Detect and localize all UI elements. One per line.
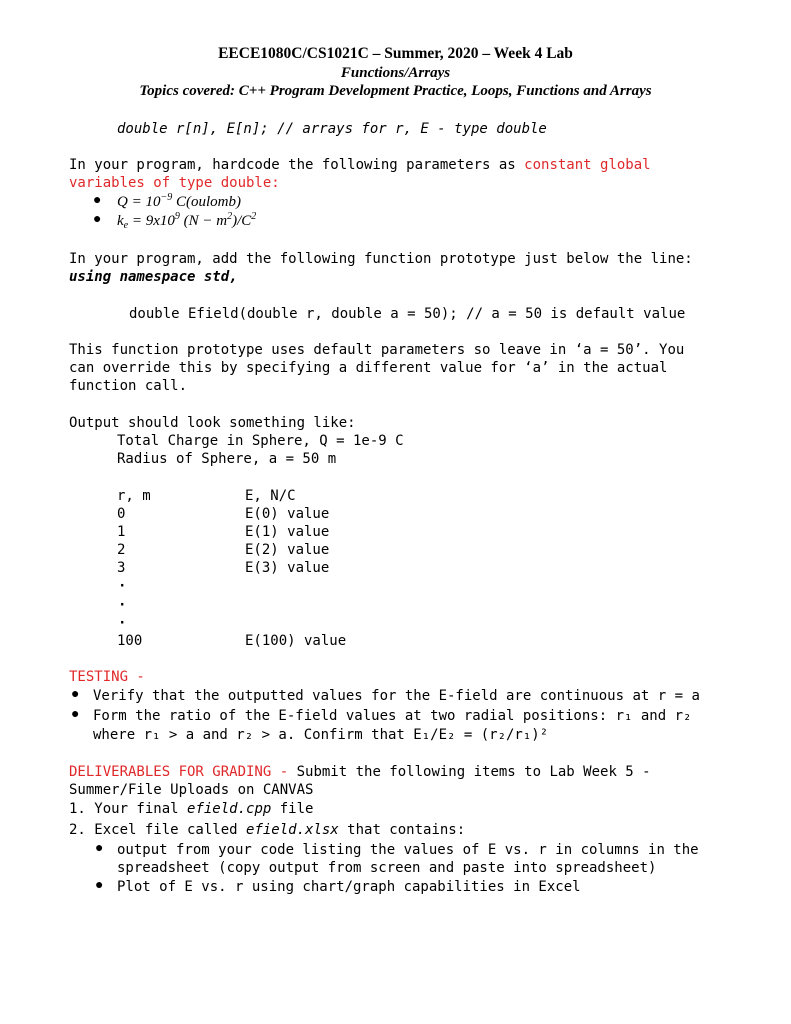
bullet-icon: ● [71,687,80,702]
ellipsis-dot: · [118,578,127,594]
output-charge-line: Total Charge in Sphere, Q = 1e-9 C [117,433,404,449]
using-namespace-line: using namespace std, [69,269,238,285]
prototype-note-1: This function prototype uses default parameters so leave in ‘a = 50’. You [69,342,685,358]
table-row-r: 0 [117,506,126,522]
bullet-icon: ● [71,707,80,722]
table-row-e: E(100) value [245,633,347,649]
table-row-r: 2 [117,542,126,558]
bullet-icon: ● [93,193,102,208]
deliverable-subitem-2: Plot of E vs. r using chart/graph capabilities in Excel [117,879,581,895]
prototype-code: double Efield(double r, double a = 50); // a = 50 is default value [129,306,686,322]
prototype-note-3: function call. [69,378,188,394]
table-row-e: E(1) value [245,524,330,540]
testing-item-2-cont: where r₁ > a and r₂ > a. Confirm that E₁/E₂ = (r₂/r₁)² [93,727,549,743]
table-row-r: 1 [117,524,126,540]
bullet-icon: ● [93,212,102,227]
prototype-note-2: can override this by specifying a different value for ‘a’ in the actual [69,360,668,376]
table-row-e: E(0) value [245,506,330,522]
table-row-r: 3 [117,560,126,576]
charge-constant: $Q = 10^{-9}$ C(oulomb) [117,192,241,210]
output-intro: Output should look something like: [69,415,356,431]
deliverables-line-1: DELIVERABLES FOR GRADING - Submit the following items to Lab Week 5 - [69,764,651,780]
testing-heading: TESTING - [69,669,145,685]
deliverable-subitem-1: output from your code listing the values of E vs. r in columns in the [117,842,699,858]
deliverables-line-2: Summer/File Uploads on CANVAS [69,782,314,798]
prototype-intro: In your program, add the following function prototype just below the line: [69,251,693,267]
constants-intro: In your program, hardcode the following parameters as constant global [69,157,651,173]
deliverable-subitem-1-cont: spreadsheet (copy output from screen and paste into spreadsheet) [117,860,657,876]
constants-intro-cont: variables of type double: [69,175,280,191]
bullet-icon: ● [95,841,104,856]
bullet-icon: ● [95,878,104,893]
ellipsis-dot: · [118,615,127,631]
testing-item-2: Form the ratio of the E-field values at two radial positions: r₁ and r₂ [93,708,692,724]
page-title: EECE1080C/CS1021C – Summer, 2020 – Week 4 Lab [218,45,573,62]
deliverable-item-1: 1. Your final efield.cpp file [69,801,314,817]
table-row-e: E(2) value [245,542,330,558]
page-subtitle: Functions/Arrays [340,65,451,81]
deliverable-item-2: 2. Excel file called efield.xlsx that contains: [69,822,466,838]
output-radius-line: Radius of Sphere, a = 50 m [117,451,337,467]
testing-item-1: Verify that the outputted values for the E-field are continuous at r = a [93,688,700,704]
coulomb-constant: $k_e = 9x10^9$ $(N - m^2)/C^2$ [117,211,257,231]
table-row-e: E(3) value [245,560,330,576]
arrays-code-line: double r[n], E[n]; // arrays for r, E - type double [117,121,547,137]
ellipsis-dot: · [118,597,127,613]
column-header-e: E, N/C [245,488,296,504]
topics-covered: Topics covered: C++ Program Development Practice, Loops, Functions and Arrays [139,83,652,99]
column-header-r: r, m [117,488,151,504]
table-row-r: 100 [117,633,143,649]
